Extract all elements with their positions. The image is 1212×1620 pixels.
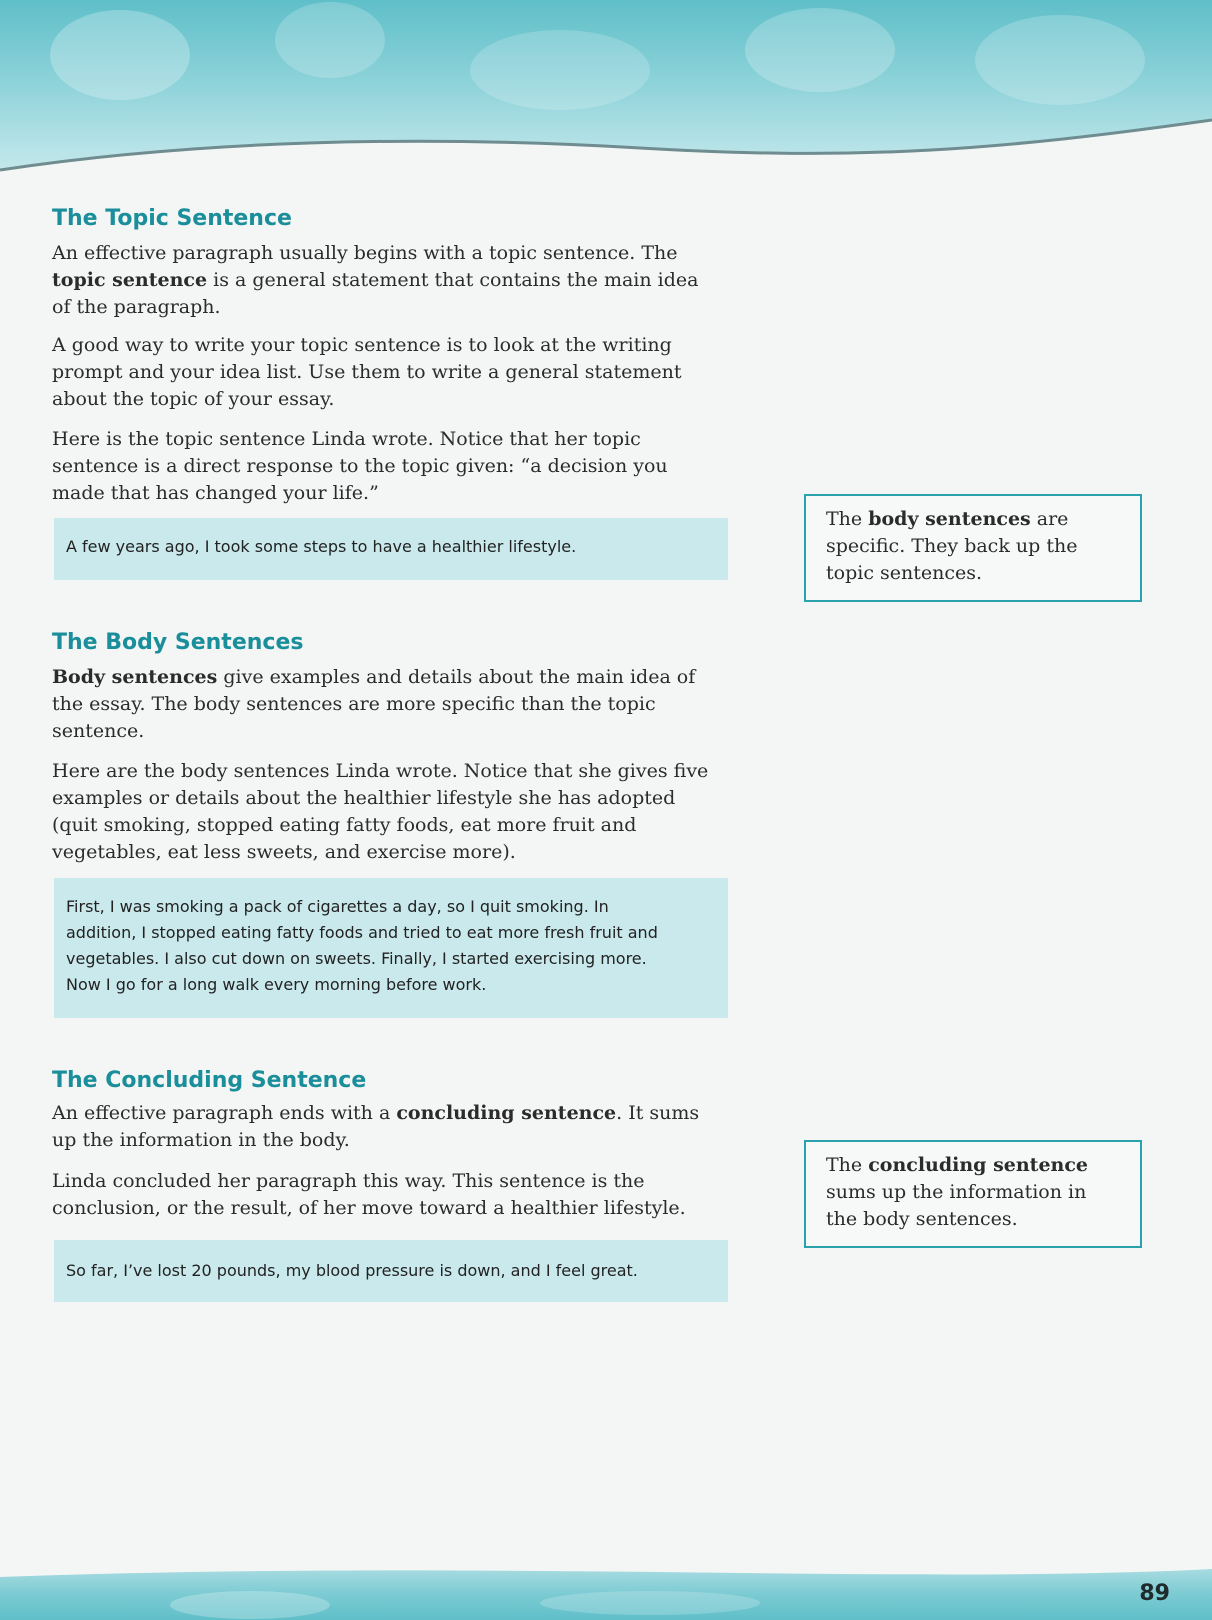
bold-term: topic sentence xyxy=(52,269,208,291)
body-paragraph-1 xyxy=(52,664,712,745)
text-run: An effective paragraph ends with a xyxy=(52,1102,397,1124)
concluding-sentence-heading: The Concluding Sentence xyxy=(52,1068,367,1093)
body-sentences-callout xyxy=(804,494,1142,602)
topic-paragraph-3: Here is the topic sentence Linda wrote. Notice that her topic sentence is a direct response to the topic given: “a decision you made that has changed your life.” xyxy=(52,428,668,504)
text-run: The xyxy=(826,508,869,530)
example-text: So far, I’ve lost 20 pounds, my blood pressure is down, and I feel great. xyxy=(66,1261,638,1280)
example-text: A few years ago, I took some steps to have a healthier lifestyle. xyxy=(66,537,577,556)
text-run: sums up the information in the body sentences. xyxy=(826,1181,1087,1230)
text-run: . It sums up the information in the body. xyxy=(52,1102,700,1151)
example-line: Now I go for a long walk every morning before work. xyxy=(66,975,487,994)
concluding-example-box xyxy=(54,1240,728,1302)
concluding-paragraph-2: Linda concluded her paragraph this way. This sentence is the conclusion, or the result, of her move toward a healthier lifestyle. xyxy=(52,1170,686,1219)
topic-paragraph-2: A good way to write your topic sentence is to look at the writing prompt and your idea list. Use them to write a general statement about the topic of your essay. xyxy=(52,334,682,410)
body-example-box xyxy=(54,878,728,1018)
text-run: are specific. They back up the topic sentences. xyxy=(826,508,1078,584)
topic-paragraph-1 xyxy=(52,240,712,321)
text-run: An effective paragraph usually begins with a topic sentence. The xyxy=(52,242,678,264)
text-run: give examples and details about the main idea of the essay. The body sentences are more specific than the topic sentence. xyxy=(52,666,696,742)
concluding-paragraph-1 xyxy=(52,1100,712,1154)
page-number: 89 xyxy=(1139,1581,1170,1606)
topic-sentence-heading: The Topic Sentence xyxy=(52,206,292,231)
bold-term: Body sentences xyxy=(52,666,218,688)
concluding-sentence-callout xyxy=(804,1140,1142,1248)
example-line: vegetables. I also cut down on sweets. Finally, I started exercising more. xyxy=(66,949,647,968)
footer-band xyxy=(0,1555,1212,1620)
body-sentences-heading: The Body Sentences xyxy=(52,630,304,655)
example-line: addition, I stopped eating fatty foods and tried to eat more fresh fruit and xyxy=(66,923,658,942)
bold-term: concluding sentence xyxy=(396,1102,617,1124)
header-band xyxy=(0,0,1212,190)
text-run: is a general statement that contains the main idea of the paragraph. xyxy=(52,269,699,318)
footer-wave-graphic xyxy=(0,1555,1212,1620)
header-wave-graphic xyxy=(0,0,1212,190)
text-run: The xyxy=(826,1154,869,1176)
body-paragraph-2: Here are the body sentences Linda wrote. Notice that she gives five examples or details about the healthier lifestyle she has adopted (quit smoking, stopped eating fatty foods, eat more fruit and vegetables, eat less sweets, and exercise more). xyxy=(52,760,709,863)
bold-term: concluding sentence xyxy=(868,1154,1089,1176)
topic-example-box xyxy=(54,518,728,580)
bold-term: body sentences xyxy=(868,508,1031,530)
example-line: First, I was smoking a pack of cigarettes a day, so I quit smoking. In xyxy=(66,897,609,916)
